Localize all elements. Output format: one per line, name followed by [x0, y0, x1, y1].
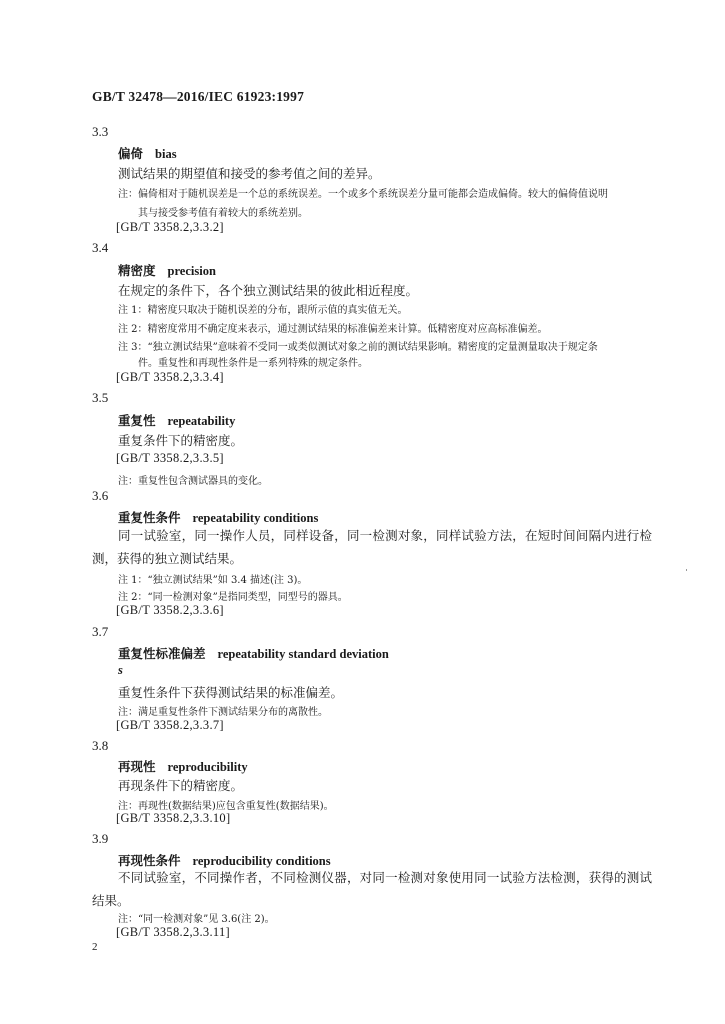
note-text: 注 2：“同一检测对象”是指同类型，同型号的器具。	[118, 592, 348, 603]
term-definition: 重复性条件下获得测试结果的标准偏差。	[118, 685, 344, 700]
note-text: 件。重复性和再现性条件是一系列特殊的规定条件。	[138, 358, 368, 369]
clause-number: 3.6	[92, 488, 109, 503]
term-heading	[118, 644, 389, 662]
term-chinese: 再现性条件	[118, 853, 181, 868]
note-text: 其与接受参考值有着较大的系统差别。	[138, 208, 308, 219]
term-definition: 重复条件下的精密度。	[118, 433, 244, 448]
standard-header: GB/T 32478—2016/IEC 61923:1997	[92, 89, 305, 104]
reference-citation: [GB/T 3358.2,3.3.11]	[116, 925, 230, 939]
clause-number: 3.9	[92, 831, 109, 846]
term-heading	[118, 757, 248, 775]
term-english: repeatability	[167, 414, 236, 428]
reference-citation: [GB/T 3358.2,3.3.6]	[116, 603, 224, 617]
reference-citation: [GB/T 3358.2,3.3.4]	[116, 370, 224, 384]
clause-number: 3.7	[92, 624, 109, 639]
note-text: 注 2：精密度常用不确定度来表示，通过测试结果的标准偏差来计算。低精密度对应高标准偏差。	[118, 324, 548, 335]
term-chinese: 精密度	[118, 263, 156, 278]
term-heading	[118, 261, 216, 279]
term-definition: 测试结果的期望值和接受的参考值之间的差异。	[118, 166, 381, 181]
note-text: 注 1：“独立测试结果”如 3.4 描述(注 3)。	[118, 575, 308, 586]
term-chinese: 重复性	[118, 413, 156, 428]
term-english: precision	[167, 264, 216, 278]
clause-number: 3.5	[92, 390, 109, 405]
scan-speck	[686, 569, 687, 571]
term-symbol: s	[118, 663, 123, 677]
term-chinese: 偏倚	[118, 146, 144, 161]
note-text: 注：“同一检测对象”见 3.6(注 2)。	[118, 914, 275, 925]
term-english: reproducibility conditions	[192, 854, 331, 868]
term-definition: 在规定的条件下，各个独立测试结果的彼此相近程度。	[118, 283, 419, 298]
term-english: repeatability standard deviation	[217, 647, 389, 661]
term-chinese: 再现性	[118, 759, 156, 774]
note-text: 注：重复性包含测试器具的变化。	[118, 476, 268, 487]
reference-citation: [GB/T 3358.2,3.3.5]	[116, 451, 224, 465]
term-definition: 不同试验室，不同操作者，不同检测仪器，对同一检测对象使用同一试验方法检测，获得的测试结果。	[92, 870, 652, 908]
note-text: 注：满足重复性条件下测试结果分布的离散性。	[118, 707, 328, 718]
page-number: 2	[92, 941, 98, 953]
clause-number: 3.3	[92, 124, 109, 139]
note-text: 注 3：“独立测试结果”意味着不受同一或类似测试对象之前的测试结果影响。精密度的定量测量取决于规定条	[118, 342, 598, 353]
term-chinese: 重复性条件	[118, 510, 181, 525]
term-definition: 再现条件下的精密度。	[118, 778, 244, 793]
reference-citation: [GB/T 3358.2,3.3.10]	[116, 811, 231, 825]
clause-number: 3.4	[92, 240, 109, 255]
note-text: 注 1：精密度只取决于随机误差的分布，跟所示值的真实值无关。	[118, 305, 408, 316]
term-english: repeatability conditions	[192, 511, 319, 525]
reference-citation: [GB/T 3358.2,3.3.7]	[116, 718, 224, 732]
term-english: reproducibility	[167, 760, 248, 774]
term-chinese: 重复性标准偏差	[118, 646, 206, 661]
term-heading	[118, 144, 177, 162]
note-text: 注：再现性(数据结果)应包含重复性(数据结果)。	[118, 801, 334, 812]
reference-citation: [GB/T 3358.2,3.3.2]	[116, 220, 224, 234]
clause-number: 3.8	[92, 738, 109, 753]
term-english: bias	[155, 147, 177, 161]
term-heading	[118, 411, 235, 429]
note-text: 注：偏倚相对于随机误差是一个总的系统误差。一个或多个系统误差分量可能都会造成偏倚。较大的偏倚值说明	[118, 189, 608, 200]
term-definition: 同一试验室，同一操作人员，同样设备，同一检测对象，同样试验方法，在短时间间隔内进行检测，获得的独立测试结果。	[92, 528, 652, 566]
